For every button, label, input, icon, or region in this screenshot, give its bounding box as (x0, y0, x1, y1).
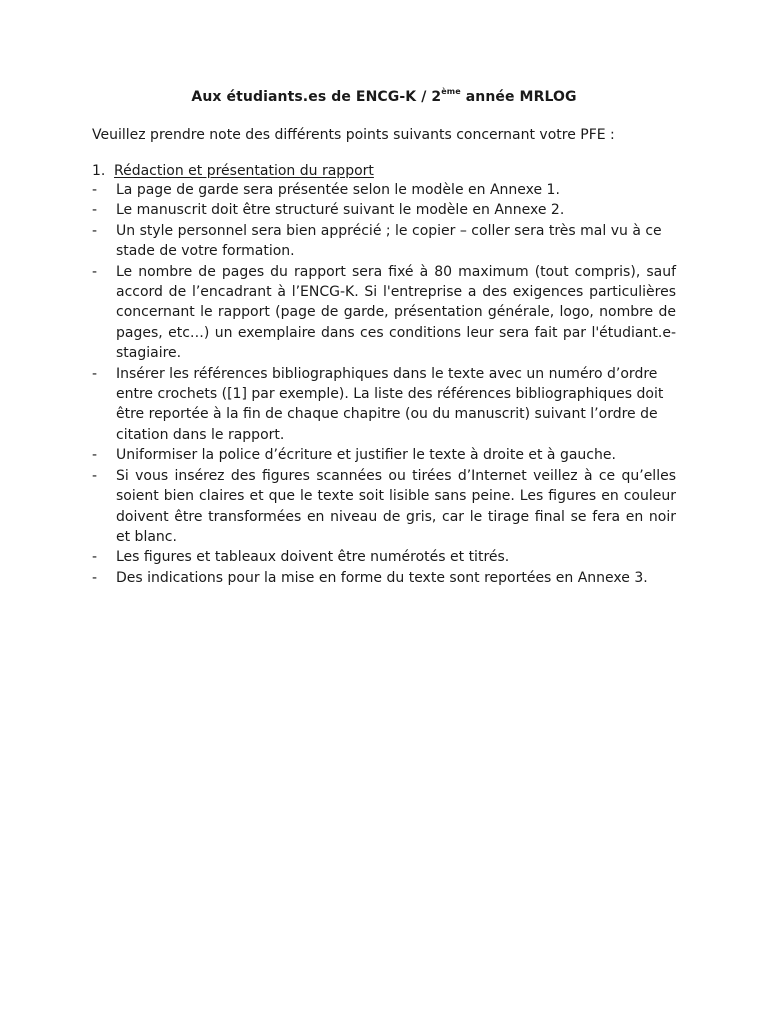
bullet-text: Les figures et tableaux doivent être numérotés et titrés. (116, 549, 510, 566)
bullet-text: La page de garde sera présentée selon le modèle en Annexe 1. (116, 182, 560, 198)
section-number: 1. (92, 163, 106, 179)
bullet-text: Le manuscrit doit être structuré suivant le modèle en Annexe 2. (116, 202, 565, 219)
bullet-dash: - (92, 549, 98, 566)
bullet-text: Le nombre de pages du rapport sera fixé à 80 maximum (tout compris), sauf accord de l’encadrant à l’ENCG-K. Si l'entreprise a des exigences particulières concernant le rapport (page de garde, présentation générale, logo, nombre de pages, etc…) un exemplaire dans ces conditions leur sera fait par l'étudiant.e- stagiaire. (116, 263, 676, 362)
list-item (92, 180, 676, 200)
list-item (92, 445, 676, 465)
list-item (92, 547, 676, 567)
list-item (92, 466, 676, 548)
bullet-text: Un style personnel sera bien apprécié ; le copier – coller sera très mal vu à ce stade de votre formation. (116, 222, 662, 260)
title-superscript: ème (441, 87, 461, 96)
section-heading (92, 162, 676, 180)
intro-paragraph: Veuillez prendre note des différents points suivants concernant votre PFE : (92, 127, 615, 143)
title-prefix: Aux étudiants.es de ENCG-K / 2 (191, 89, 442, 105)
bullet-dash: - (92, 202, 98, 219)
bullet-dash: - (92, 467, 98, 484)
list-item (92, 262, 676, 364)
bullet-text: Insérer les références bibliographiques dans le texte avec un numéro d’ordre entre crochets ([1] par exemple). La liste des références bibliographiques doit être reportée à la fin de chaque chapitre (ou du manuscrit) suivant l’ordre de citation dans le rapport. (116, 365, 664, 443)
bullet-dash: - (92, 365, 98, 382)
bullet-dash: - (92, 569, 98, 586)
bullet-text: Uniformiser la police d’écriture et justifier le texte à droite et à gauche. (116, 447, 616, 464)
bullet-dash: - (92, 222, 98, 239)
list-item (92, 200, 676, 220)
list-item (92, 221, 676, 262)
list-item (92, 364, 676, 446)
bullet-dash: - (92, 182, 98, 198)
section-title: Rédaction et présentation du rapport (114, 163, 374, 179)
title-suffix: année MRLOG (460, 89, 577, 105)
bullet-dash: - (92, 447, 98, 464)
list-item (92, 568, 676, 588)
document-title (92, 88, 676, 106)
bullet-list (92, 180, 676, 588)
bullet-dash: - (92, 263, 98, 280)
bullet-text: Des indications pour la mise en forme du texte sont reportées en Annexe 3. (116, 569, 648, 586)
bullet-text: Si vous insérez des figures scannées ou tirées d’Internet veillez à ce qu’elles soient bien claires et que le texte soit lisible sans peine. Les figures en couleur doivent être transformées en niveau de gris, car le tirage final se fera en noir et blanc. (116, 467, 676, 545)
